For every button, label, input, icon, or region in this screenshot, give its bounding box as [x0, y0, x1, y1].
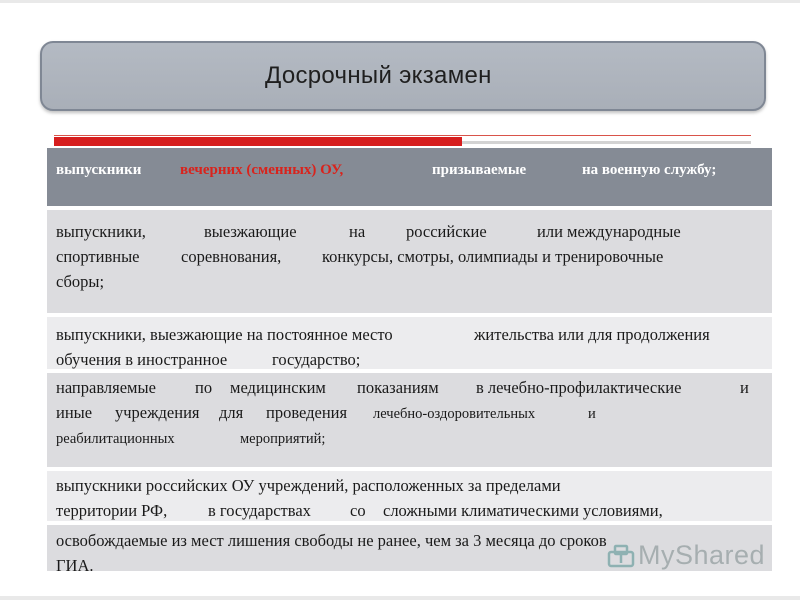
row-text: показаниям — [357, 378, 439, 397]
row-text: реабилитационных — [56, 431, 175, 447]
row-text: конкурсы, смотры, олимпиады и тренировочные — [322, 247, 664, 266]
divider-line — [54, 135, 751, 136]
myshared-logo-icon — [607, 542, 635, 568]
slide-bottom-border — [0, 596, 800, 600]
row-text: для — [219, 403, 244, 422]
table-row — [47, 373, 772, 467]
row-line — [56, 269, 772, 294]
exam-categories-table — [47, 148, 772, 575]
row-text: в государствах — [208, 501, 311, 520]
row-text: обучения в иностранное — [56, 350, 228, 369]
row-line — [56, 322, 772, 347]
row-text: выезжающие — [204, 222, 297, 241]
row-text: со — [350, 501, 366, 520]
row-line — [56, 219, 772, 244]
row-text: российские — [406, 222, 487, 241]
row-line — [56, 347, 772, 372]
row-text: учреждения — [115, 403, 200, 422]
row-text: на — [349, 222, 366, 241]
row-text: медицинским — [230, 378, 326, 397]
row-text: освобождаемые из мест лишения свободы не ранее, чем за 3 месяца до сроков — [56, 531, 607, 550]
table-row — [47, 471, 772, 521]
accent-bar — [54, 137, 462, 146]
table-row — [47, 210, 772, 313]
slide-top-border — [0, 0, 800, 3]
row-text: выпускники, выезжающие на постоянное место — [56, 325, 393, 344]
row-text: проведения — [266, 403, 348, 422]
row-text: сложными климатическими условиями, — [383, 501, 663, 520]
row-text: территории РФ, — [56, 501, 168, 520]
row-text: по — [195, 378, 213, 397]
title-box — [40, 41, 766, 111]
row-line — [56, 400, 772, 425]
row-text: на военную службу; — [582, 162, 717, 178]
row-text: выпускники — [56, 162, 142, 178]
row-text: ГИА. — [56, 556, 94, 575]
row-line — [56, 473, 772, 498]
row-text: государство; — [272, 350, 361, 369]
table-row — [47, 148, 772, 206]
row-line — [56, 158, 772, 183]
row-text: в лечебно-профилактические — [476, 378, 682, 397]
row-text: и — [588, 406, 596, 422]
row-text: направляемые — [56, 378, 156, 397]
watermark-text: MyShared — [638, 539, 766, 570]
row-text: соревнования, — [181, 247, 282, 266]
row-line — [56, 498, 772, 523]
row-text: выпускники, — [56, 222, 146, 241]
row-text: и — [740, 378, 749, 397]
row-text-highlight: вечерних (сменных) ОУ, — [180, 162, 344, 178]
row-text: призываемые — [432, 162, 527, 178]
row-text: выпускники российских ОУ учреждений, расположенных за пределами — [56, 476, 561, 495]
page-title: Досрочный экзамен — [265, 62, 492, 89]
row-text: мероприятий; — [240, 431, 326, 447]
row-line — [56, 425, 772, 450]
watermark — [607, 538, 765, 572]
table-row — [47, 317, 772, 369]
row-line — [56, 375, 772, 400]
row-text: лечебно-оздоровительных — [373, 406, 536, 422]
row-text: спортивные — [56, 247, 140, 266]
row-text: жительства или для продолжения — [474, 325, 710, 344]
row-text: сборы; — [56, 272, 105, 291]
divider-bar-grey — [462, 141, 751, 144]
row-text: иные — [56, 403, 93, 422]
row-line — [56, 244, 772, 269]
row-text: или международные — [537, 222, 681, 241]
